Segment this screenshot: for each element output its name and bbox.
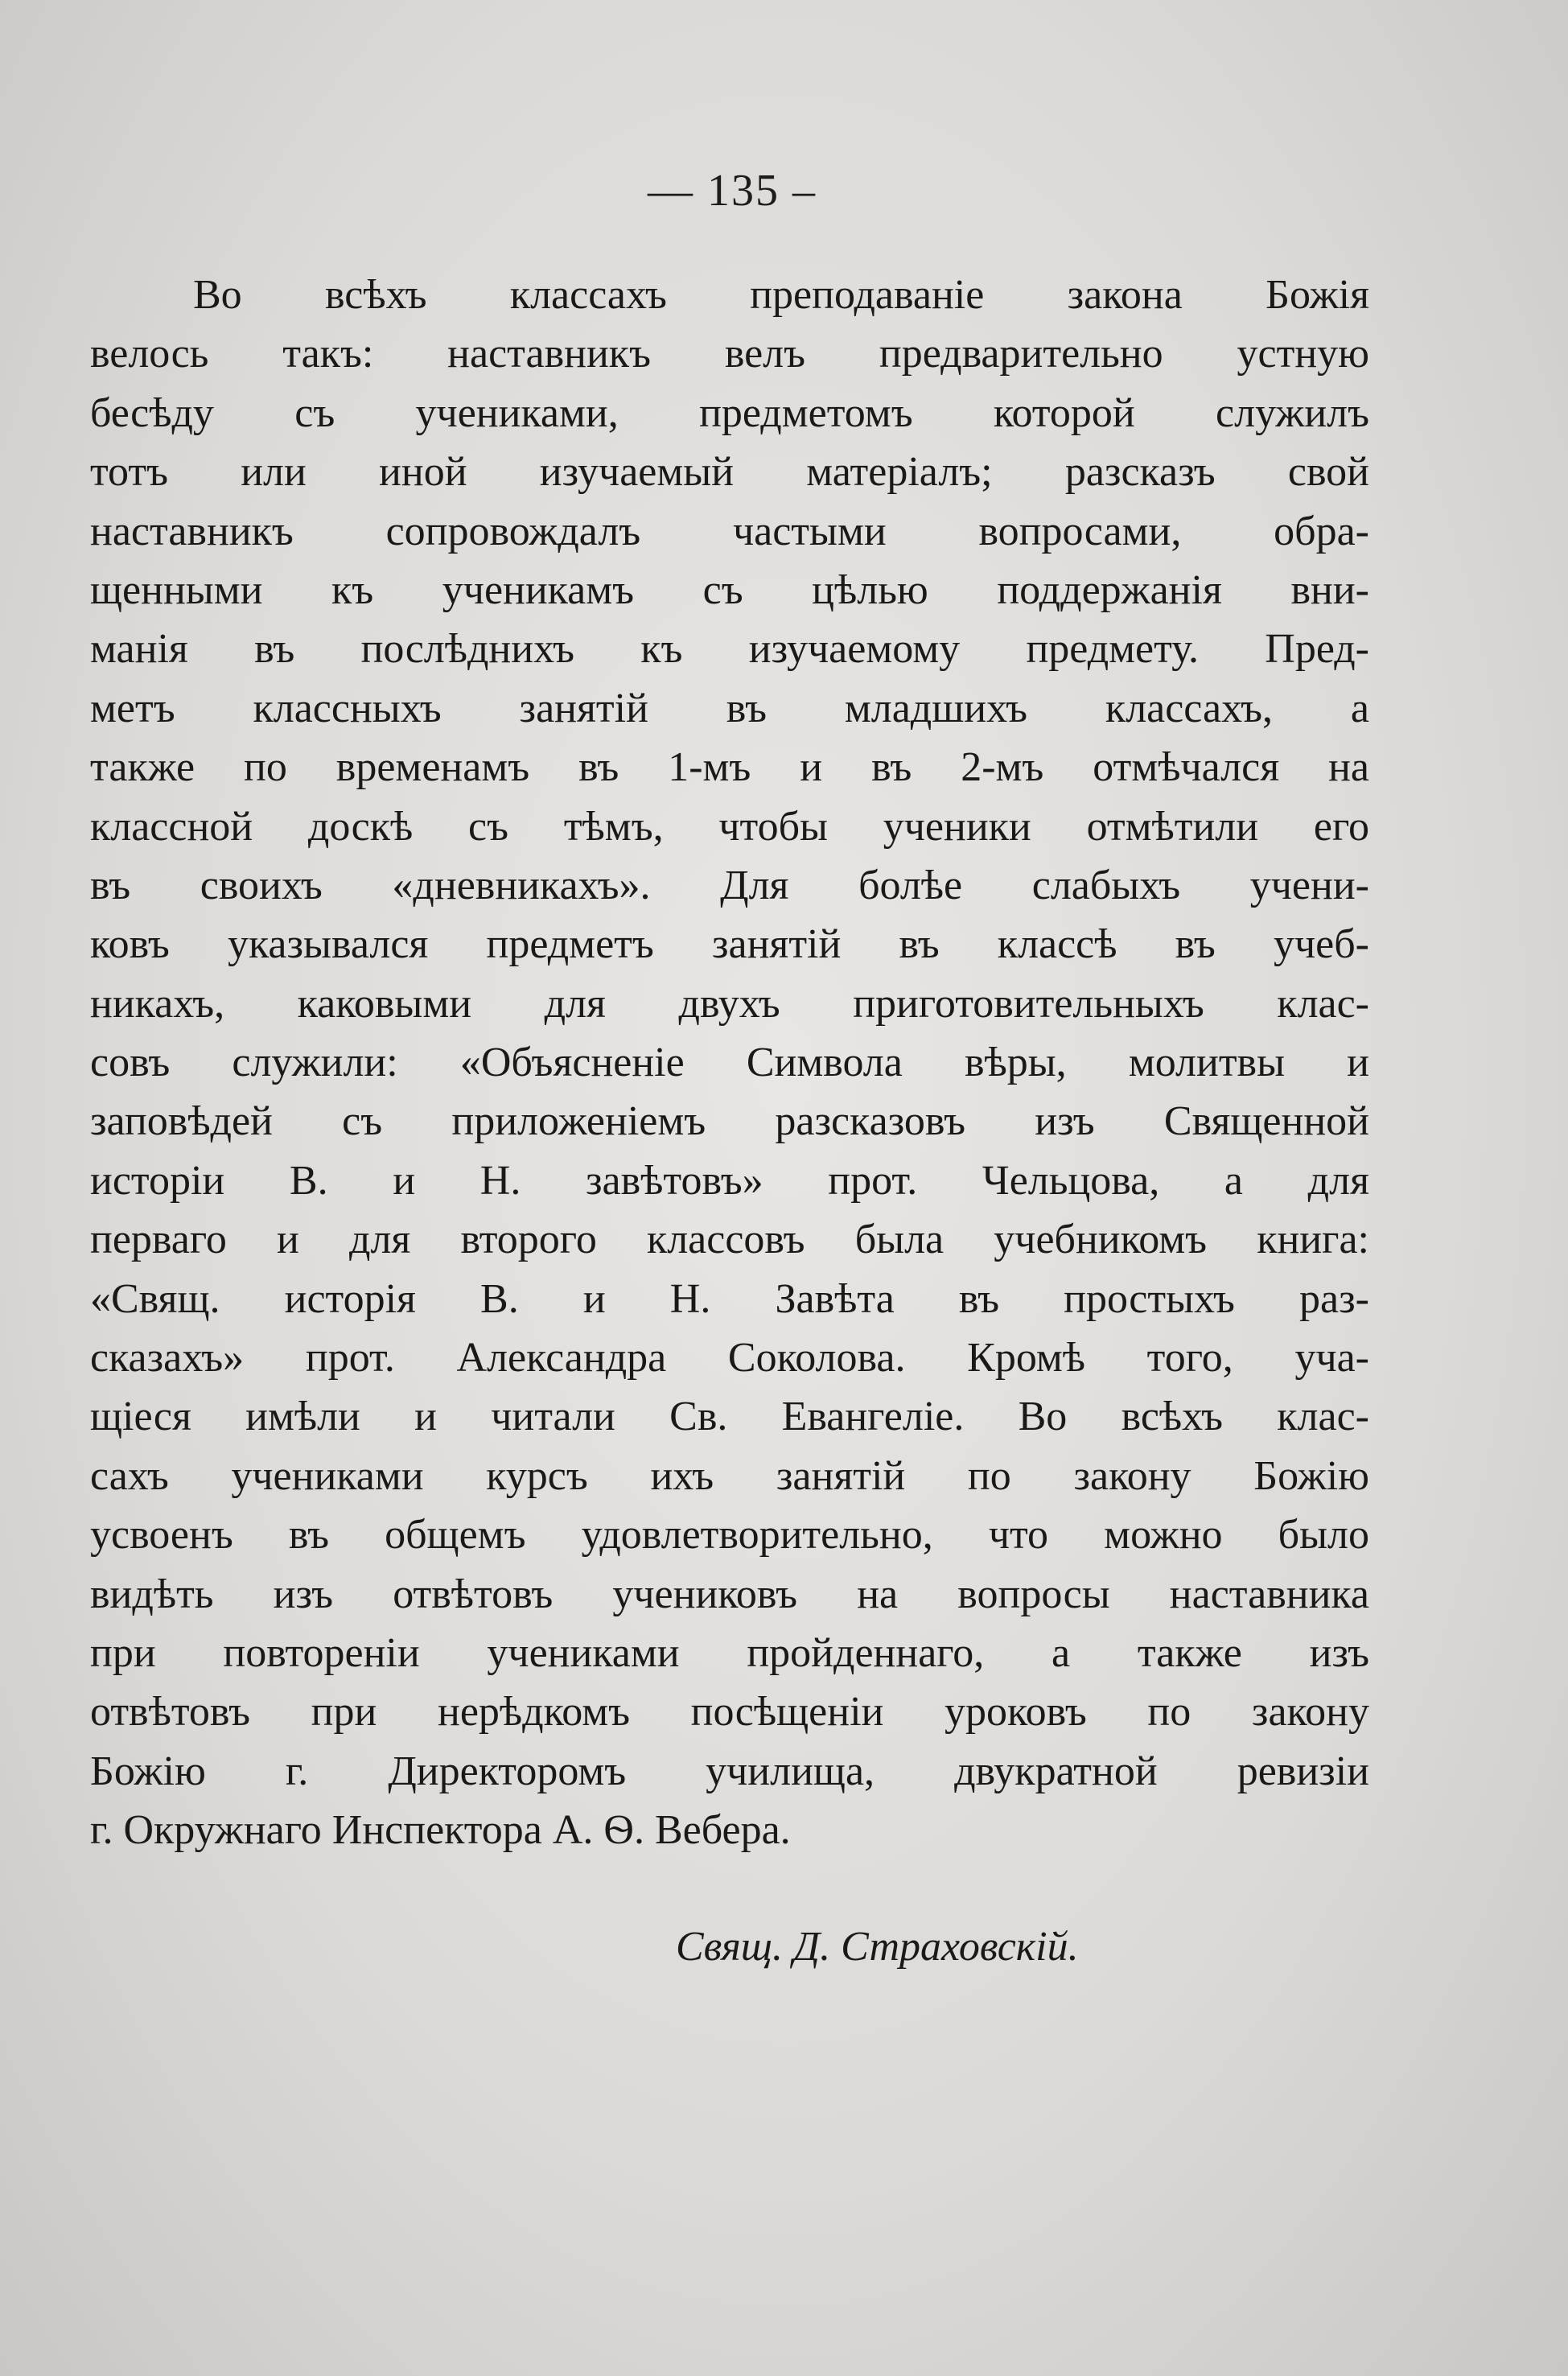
text-line: исторіи В. и Н. завѣтовъ» прот. Чельцова, а для bbox=[90, 1157, 1369, 1204]
text-line: ковъ указывался предметъ занятій въ классѣ въ учеб- bbox=[90, 921, 1369, 968]
text-line: сахъ учениками курсъ ихъ занятій по закону Божію bbox=[90, 1452, 1369, 1499]
text-line: метъ классныхъ занятій въ младшихъ классахъ, а bbox=[90, 685, 1369, 731]
page-number: — 135 – bbox=[648, 166, 817, 216]
text-line: г. Окружнаго Инспектора А. Ѳ. Вебера. bbox=[90, 1807, 791, 1854]
text-line: тотъ или иной изучаемый матеріалъ; разсказъ свой bbox=[90, 449, 1369, 496]
text-line: перваго и для второго классовъ была учебникомъ книга: bbox=[90, 1217, 1369, 1263]
text-line: также по временамъ въ 1-мъ и въ 2-мъ отмѣчался на bbox=[90, 744, 1369, 791]
text-line: въ своихъ «дневникахъ». Для болѣе слабыхъ учени- bbox=[90, 862, 1369, 908]
text-line: велось такъ: наставникъ велъ предварительно устную bbox=[90, 331, 1369, 377]
body-text bbox=[90, 266, 1369, 1860]
text-line: классной доскѣ съ тѣмъ, чтобы ученики отмѣтили его bbox=[90, 803, 1369, 850]
text-line: манія въ послѣднихъ къ изучаемому предмету. Пред- bbox=[90, 626, 1369, 673]
text-line: «Свящ. исторія В. и Н. Завѣта въ простыхъ раз- bbox=[90, 1275, 1369, 1322]
text-line: сказахъ» прот. Александра Соколова. Кромѣ того, уча- bbox=[90, 1335, 1369, 1382]
text-line: Во всѣхъ классахъ преподаваніе закона Божія bbox=[193, 272, 1369, 318]
text-line: щенными къ ученикамъ съ цѣлью поддержанія вни- bbox=[90, 566, 1369, 613]
text-line: усвоенъ въ общемъ удовлетворительно, что можно было bbox=[90, 1512, 1369, 1559]
text-line: совъ служили: «Объясненіе Символа вѣры, молитвы и bbox=[90, 1040, 1369, 1086]
text-line: видѣть изъ отвѣтовъ учениковъ на вопросы наставника bbox=[90, 1571, 1369, 1617]
text-line: при повтореніи учениками пройденнаго, а также изъ bbox=[90, 1629, 1369, 1676]
text-line: бесѣду съ учениками, предметомъ которой служилъ bbox=[90, 389, 1369, 436]
signature: Свящ. Д. Страховскій. bbox=[676, 1924, 1079, 1970]
text-line: отвѣтовъ при нерѣдкомъ посѣщеніи уроковъ по закону bbox=[90, 1689, 1369, 1736]
text-line: заповѣдей съ приложеніемъ разсказовъ изъ Священной bbox=[90, 1098, 1369, 1145]
text-line: Божію г. Директоромъ училища, двукратной ревизіи bbox=[90, 1748, 1369, 1794]
text-line: щіеся имѣли и читали Св. Евангеліе. Во всѣхъ клас- bbox=[90, 1394, 1369, 1440]
text-line: никахъ, каковыми для двухъ приготовительныхъ клас- bbox=[90, 980, 1369, 1027]
text-line: наставникъ сопровождалъ частыми вопросами, обра- bbox=[90, 508, 1369, 554]
